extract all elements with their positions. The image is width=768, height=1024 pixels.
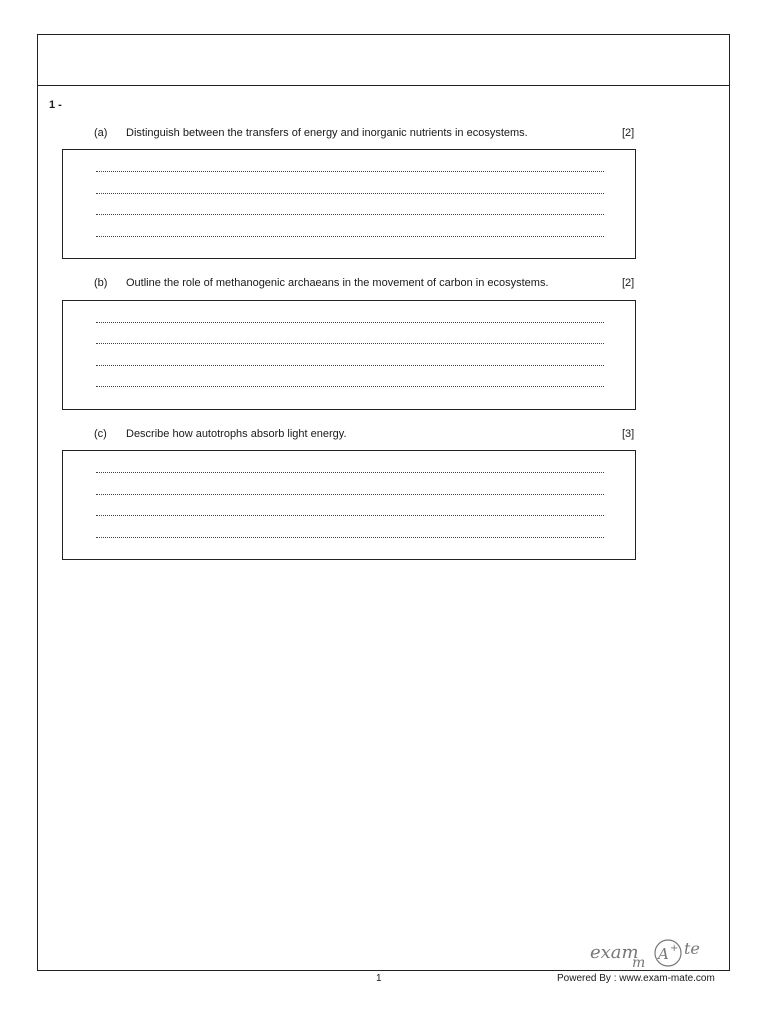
answer-line: [96, 494, 604, 495]
answer-line: [96, 386, 604, 387]
question-a-label: (a): [94, 127, 108, 139]
answer-box-b[interactable]: [62, 300, 636, 410]
answer-line: [96, 171, 604, 172]
question-a-marks: [2]: [622, 127, 635, 139]
powered-by-text: Powered By : www.exam-mate.com: [557, 973, 715, 984]
question-b-marks: [2]: [622, 277, 635, 289]
answer-line: [96, 322, 604, 323]
answer-box-c[interactable]: [62, 450, 636, 560]
svg-text:te: te: [684, 939, 700, 958]
question-b-text: Outline the role of methanogenic archaeans in the movement of carbon in ecosystems.: [126, 277, 549, 289]
page-border-bottom: [37, 970, 730, 971]
question-c-text: Describe how autotrophs absorb light energy.: [126, 428, 347, 440]
answer-line: [96, 214, 604, 215]
svg-text:+: +: [670, 943, 679, 954]
answer-line: [96, 537, 604, 538]
answer-line: [96, 365, 604, 366]
answer-line: [96, 236, 604, 237]
answer-line: [96, 472, 604, 473]
answer-line: [96, 193, 604, 194]
answer-box-a[interactable]: [62, 149, 636, 259]
header-band: [38, 35, 729, 86]
page-number: 1: [376, 973, 382, 984]
answer-line: [96, 343, 604, 344]
answer-line: [96, 515, 604, 516]
question-c-label: (c): [94, 428, 107, 440]
question-number: 1 -: [49, 99, 62, 111]
question-c-marks: [3]: [622, 428, 635, 440]
svg-text:exam: exam: [590, 942, 639, 963]
svg-text:m: m: [632, 955, 646, 970]
question-b-label: (b): [94, 277, 108, 289]
page-border: [37, 34, 730, 971]
svg-text:A: A: [658, 945, 669, 963]
question-a-text: Distinguish between the transfers of energy and inorganic nutrients in ecosystems.: [126, 127, 528, 139]
exam-mate-logo-icon: [588, 934, 718, 970]
